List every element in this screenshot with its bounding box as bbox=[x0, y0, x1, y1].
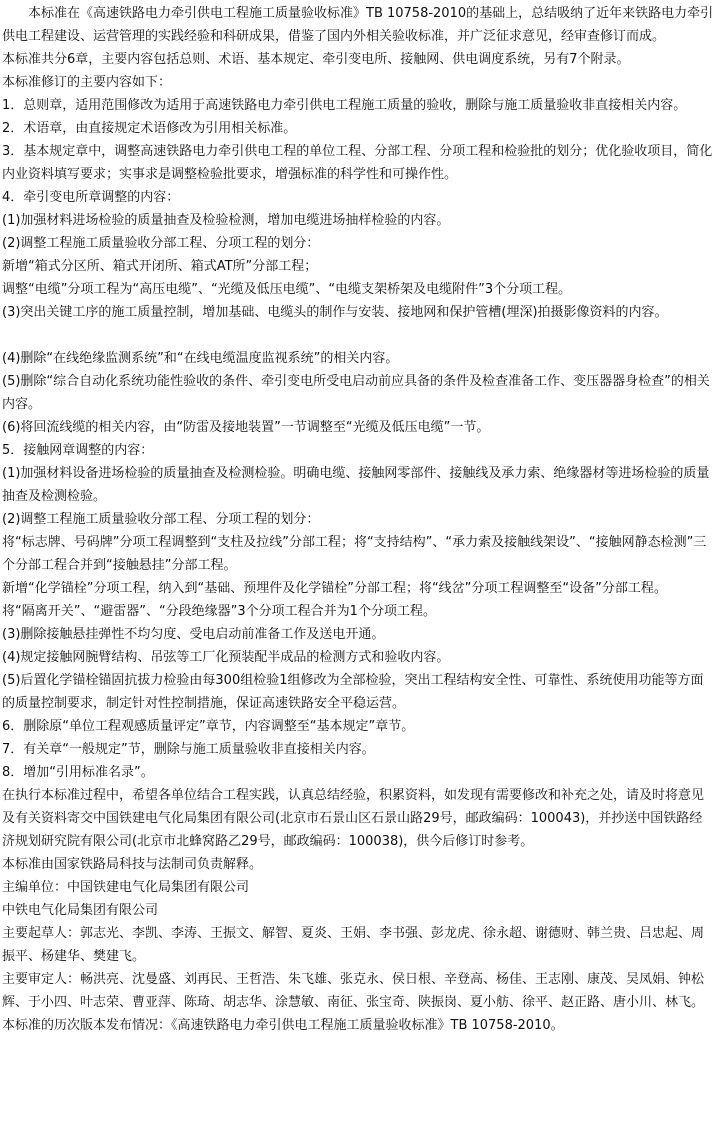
revision-detail: 新增“化学锚栓”分项工程，纳入到“基础、预埋件及化学锚栓”分部工程；将“线岔”分项工程调整至“设备”分部工程。 bbox=[2, 581, 667, 596]
revision-subitem: (6)将回流线缆的相关内容，由“防雷及接地装置”一节调整至“光缆及低压电缆”一节。 bbox=[2, 420, 490, 435]
revision-item: 2．术语章，由直接规定术语修改为引用相关标准。 bbox=[2, 121, 297, 136]
revision-item: 7．有关章“一般规定”节，删除与施工质量验收非直接相关内容。 bbox=[2, 742, 375, 757]
revision-item: 6．删除原“单位工程观感质量评定”章节，内容调整至“基本规定”章节。 bbox=[2, 719, 415, 734]
revision-subitem: (1)加强材料进场检验的质量抽查及检验检测，增加电缆进场抽样检验的内容。 bbox=[2, 213, 450, 228]
revision-item: 4．牵引变电所章调整的内容： bbox=[2, 190, 180, 205]
co-editor-unit: 中铁电气化局集团有限公司 bbox=[2, 903, 159, 918]
interpretation-note: 本标准由国家铁路局科技与法制司负责解释。 bbox=[2, 857, 263, 872]
revision-item: 1．总则章，适用范围修改为适用于高速铁路电力牵引供电工程施工质量的验收，删除与施工质量验收非直接相关内容。 bbox=[2, 98, 687, 113]
revision-subitem: (4)规定接触网腕臂结构、吊弦等工厂化预装配半成品的检测方式和验收内容。 bbox=[2, 650, 450, 665]
revision-detail: 调整“电缆”分项工程为“高压电缆”、“光缆及低压电缆”、“电缆支架桥架及电缆附件”3个分项工程。 bbox=[2, 282, 572, 297]
reviewers-list: 主要审定人：畅洪亮、沈曼盛、刘再民、王哲浩、朱飞雄、张克永、侯日根、辛登高、杨佳、王志刚、康茂、吴凤娟、钟松辉、于小四、叶志荣、曹亚萍、陈琦、胡志华、涂慧敏、南征、张宝奇、陕振岗、夏小舫、徐平、赵正路、唐小川、林飞。 bbox=[2, 972, 705, 1010]
revision-heading: 本标准修订的主要内容如下： bbox=[2, 75, 172, 90]
revision-subitem: (1)加强材料设备进场检验的质量抽查及检测检验。明确电缆、接触网零部件、接触线及承力索、绝缘器材等进场检验的质量抽查及检测检验。 bbox=[2, 466, 710, 504]
revision-subitem: (3)删除接触悬挂弹性不均匀度、受电启动前准备工作及送电开通。 bbox=[2, 627, 385, 642]
intro-paragraph: 本标准在《高速铁路电力牵引供电工程施工质量验收标准》TB 10758-2010的基础上，总结吸纳了近年来铁路电力牵引供电工程建设、运营管理的实践经验和科研成果，借鉴了国内外相关验收标准，并广泛征求意见，经审查修订而成。 bbox=[2, 6, 714, 44]
revision-subitem: (4)删除“在线绝缘监测系统”和“在线电缆温度监视系统”的相关内容。 bbox=[2, 351, 399, 366]
version-history: 本标准的历次版本发布情况：《高速铁路电力牵引供电工程施工质量验收标准》TB 10758-2010。 bbox=[2, 1018, 564, 1033]
revision-item: 5．接触网章调整的内容： bbox=[2, 443, 154, 458]
revision-detail: 将“标志牌、号码牌”分项工程调整到“支柱及拉线”分部工程；将“支持结构”、“承力索及接触线架设”、“接触网静态检测”三个分部工程合并到“接触悬挂”分部工程。 bbox=[2, 535, 707, 573]
revision-subitem: (5)后置化学锚栓锚固抗拔力检验由每300组检验1组修改为全部检验，突出工程结构安全性、可靠性、系统使用功能等方面的质量控制要求，制定针对性控制措施，保证高速铁路安全平稳运营。 bbox=[2, 673, 704, 711]
chapters-summary: 本标准共分6章，主要内容包括总则、术语、基本规定、牵引变电所、接触网、供电调度系统，另有7个附录。 bbox=[2, 52, 630, 67]
feedback-paragraph: 在执行本标准过程中，希望各单位结合工程实践，认真总结经验，积累资料，如发现有需要修改和补充之处，请及时将意见及有关资料寄交中国铁建电气化局集团有限公司(北京市石景山区石景山路29号，邮政编码：100043)，并抄送中国铁路经济规划研究院有限公司(北京市北蜂窝路乙29号，邮政编码：100038)，供今后修订时参考。 bbox=[2, 788, 705, 849]
revision-item: 8．增加“引用标准名录”。 bbox=[2, 765, 154, 780]
chief-editor-unit: 主编单位：中国铁建电气化局集团有限公司 bbox=[2, 880, 250, 895]
revision-subitem: (5)删除“综合自动化系统功能性验收的条件、牵引变电所受电启动前应具备的条件及检查准备工作、变压器器身检查”的相关内容。 bbox=[2, 374, 710, 412]
revision-subitem: (2)调整工程施工质量验收分部工程、分项工程的划分： bbox=[2, 512, 320, 527]
revision-subitem: (3)突出关键工序的施工质量控制，增加基础、电缆头的制作与安装、接地网和保护管槽(埋深)拍摄影像资料的内容。 bbox=[2, 305, 668, 320]
revision-subitem: (2)调整工程施工质量验收分部工程、分项工程的划分： bbox=[2, 236, 320, 251]
revision-item: 3．基本规定章中，调整高速铁路电力牵引供电工程的单位工程、分部工程、分项工程和检验批的划分；优化验收项目，简化内业资料填写要求；实事求是调整检验批要求，增强标准的科学性和可操作性。 bbox=[2, 144, 713, 182]
revision-detail: 将“隔离开关”、“避雷器”、“分段绝缘器”3个分项工程合并为1个分项工程。 bbox=[2, 604, 436, 619]
blank-line bbox=[2, 324, 714, 347]
drafters-list: 主要起草人：郭志光、李凯、李涛、王振文、解智、夏炎、王娟、李书强、彭龙虎、徐永超、谢德财、韩兰贵、吕忠起、周振平、杨建华、樊建飞。 bbox=[2, 926, 705, 964]
revision-detail: 新增“箱式分区所、箱式开闭所、箱式AT所”分部工程； bbox=[2, 259, 318, 274]
